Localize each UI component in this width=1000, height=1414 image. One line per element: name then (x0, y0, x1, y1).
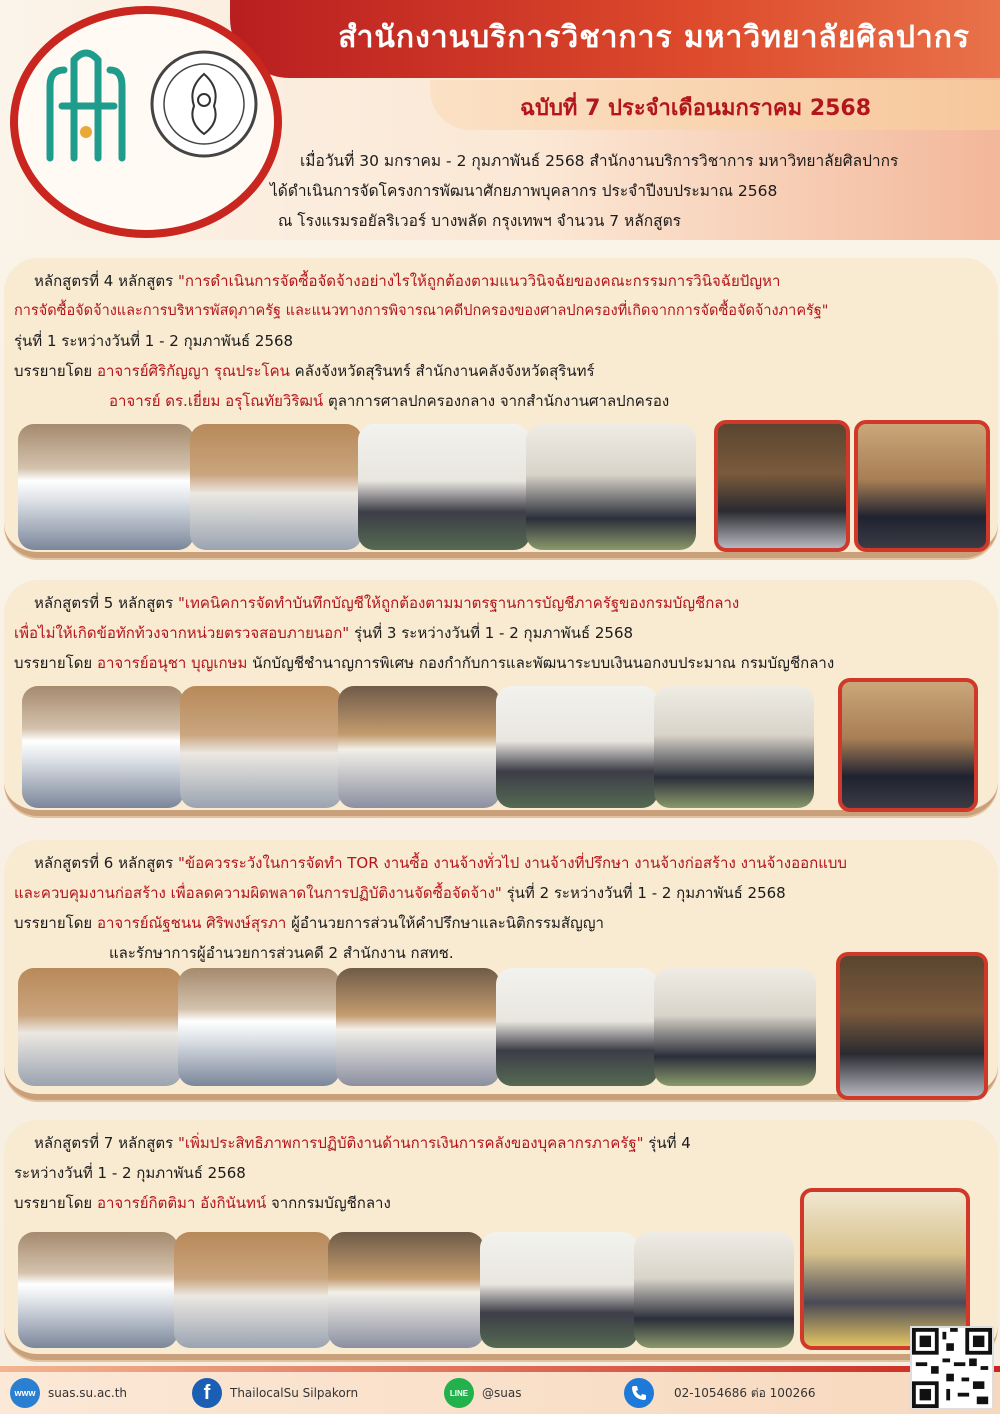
course-session: รุ่นที่ 3 ระหว่างวันที่ 1 - 2 กุมภาพันธ์ 2568 (349, 624, 634, 642)
course-title-line (14, 588, 994, 618)
line-link[interactable] (444, 1378, 521, 1408)
line-icon: LINE (444, 1378, 474, 1408)
lecturer-detail-cont: และรักษาการผู้อำนวยการส่วนคดี 2 สำนักงาน กสทช. (109, 944, 454, 962)
event-photo (338, 686, 500, 808)
facebook-link[interactable] (192, 1378, 358, 1408)
course-lead: หลักสูตรที่ 7 หลักสูตร (34, 1134, 178, 1152)
course-panel-6 (4, 840, 998, 1100)
event-photo (18, 968, 182, 1086)
event-photo (18, 1232, 178, 1348)
event-photo (18, 424, 194, 550)
course-title: "เทคนิคการจัดทำบันทึกบัญชีให้ถูกต้องตามมาตรฐานการบัญชีภาครัฐของกรมบัญชีกลาง (177, 594, 740, 612)
phone-icon (624, 1378, 654, 1408)
event-photo (496, 686, 658, 808)
facebook-icon: f (192, 1378, 222, 1408)
course-lead: หลักสูตรที่ 6 หลักสูตร (34, 854, 178, 872)
event-photo (328, 1232, 484, 1348)
course-panel-5 (4, 580, 998, 816)
intro-paragraph (270, 146, 995, 236)
university-seal-icon (148, 48, 260, 160)
org-title: สำนักงานบริการวิชาการ มหาวิทยาลัยศิลปากร (338, 20, 970, 55)
event-photo (654, 686, 814, 808)
course-title-cont: การจัดซื้อจัดจ้างและการบริหารพัสดุภาครัฐ และแนวทางการพิจารณาคดีปกครองของศาลปกครองที่เกิดจากการจัดซื้อจัดจ้างภาครัฐ" (14, 303, 829, 319)
intro-line: เมื่อวันที่ 30 มกราคม - 2 กุมภาพันธ์ 2568 สำนักงานบริการวิชาการ มหาวิทยาลัยศิลปากร (300, 152, 899, 170)
course-title: "การดำเนินการจัดซื้อจัดจ้างอย่างไรให้ถูกต้องตามแนววินิจฉัยของคณะกรรมการวินิจฉัยปัญหา (177, 272, 781, 290)
by-label: บรรยายโดย (14, 362, 97, 380)
course-title: เพื่อไม่ให้เกิดข้อทักท้วงจากหน่วยตรวจสอบภายนอก" (14, 624, 350, 642)
event-photo (178, 968, 340, 1086)
course-title: "ข้อควรระวังในการจัดทำ TOR งานซื้อ งานจ้างทั่วไป งานจ้างที่ปรึกษา งานจ้างก่อสร้าง งานจ้างออกแบบ (177, 854, 847, 872)
lecturer-line (14, 648, 994, 678)
qr-code-icon[interactable] (910, 1326, 994, 1410)
event-photo (174, 1232, 332, 1348)
course-panel-7 (4, 1120, 998, 1360)
lecturer-detail: ตุลาการศาลปกครองกลาง จากสำนักงานศาลปกครอง (323, 392, 670, 410)
speaker-photo (714, 420, 850, 552)
lecturer-line (14, 908, 994, 938)
event-photo (336, 968, 500, 1086)
website-text: suas.su.ac.th (48, 1386, 128, 1400)
course-title: และควบคุมงานก่อสร้าง เพื่อลดความผิดพลาดในการปฏิบัติงานจัดซื้อจัดจ้าง" (14, 884, 502, 902)
globe-icon: www (10, 1378, 40, 1408)
facebook-text: ThailocalSu Silpakorn (230, 1386, 359, 1400)
issue-label: ฉบับที่ 7 ประจำเดือนมกราคม 2568 (520, 96, 872, 121)
lecturer-name: อาจารย์ศิริกัญญา รุณประโคน (97, 362, 290, 380)
event-photo (654, 968, 816, 1086)
intro-line: ณ โรงแรมรอยัลริเวอร์ บางพลัด กรุงเทพฯ จำนวน 7 หลักสูตร (278, 212, 681, 230)
course-panel-4 (4, 258, 998, 558)
event-photo (22, 686, 184, 808)
lecturer-line (14, 356, 994, 386)
event-photo (180, 686, 342, 808)
event-photo (480, 1232, 638, 1348)
course-title-cont (14, 878, 994, 908)
by-label: บรรยายโดย (14, 914, 97, 932)
suas-logo-mark (40, 46, 136, 164)
course-title-line (14, 1128, 994, 1158)
lecturer-name: อาจารย์ณัฐชนน ศิริพงษ์สุรภา (97, 914, 287, 932)
speaker-photo (854, 420, 990, 552)
course-title-cont (14, 618, 994, 648)
course-title-line (14, 266, 994, 296)
website-link[interactable] (10, 1378, 127, 1408)
course-lead: หลักสูตรที่ 5 หลักสูตร (34, 594, 178, 612)
event-photo (358, 424, 530, 550)
by-label: บรรยายโดย (14, 1194, 97, 1212)
lecturer-detail: จากกรมบัญชีกลาง (266, 1194, 391, 1212)
speaker-photo (836, 952, 988, 1100)
course-session: ระหว่างวันที่ 1 - 2 กุมภาพันธ์ 2568 (14, 1164, 246, 1182)
footer-accent (0, 1366, 1000, 1372)
event-photo (526, 424, 696, 550)
lecturer-name: อาจารย์ ดร.เยี่ยม อรุโณทัยวิริฒน์ (109, 392, 324, 410)
event-photo (634, 1232, 794, 1348)
event-photo (190, 424, 362, 550)
lecturer-name: อาจารย์กิตติมา อังกินันทน์ (97, 1194, 267, 1212)
course-session: รุ่นที่ 2 ระหว่างวันที่ 1 - 2 กุมภาพันธ์ 2568 (501, 884, 786, 902)
course-title: "เพิ่มประสิทธิภาพการปฏิบัติงานด้านการเงินการคลังของบุคลากรภาครัฐ" (177, 1134, 644, 1152)
course-title-line (14, 848, 994, 878)
lecturer-line (14, 386, 994, 416)
line-text: @suas (482, 1386, 522, 1400)
lecturer-detail: คลังจังหวัดสุรินทร์ สำนักงานคลังจังหวัดสุรินทร์ (289, 362, 595, 380)
course-session: รุ่นที่ 4 (643, 1134, 691, 1152)
lecturer-detail: ผู้อำนวยการส่วนให้คำปรึกษาและนิติกรรมสัญญา (286, 914, 604, 932)
speaker-photo (838, 678, 978, 812)
lecturer-name: อาจารย์อนุชา บุญเกษม (97, 654, 248, 672)
by-label: บรรยายโดย (14, 654, 97, 672)
course-session: รุ่นที่ 1 ระหว่างวันที่ 1 - 2 กุมภาพันธ์ 2568 (14, 332, 294, 350)
phone-text: 02-1054686 ต่อ 100266 (674, 1385, 816, 1400)
lecturer-detail: นักบัญชีชำนาญการพิเศษ กองกำกับการและพัฒนาระบบเงินนอกงบประมาณ กรมบัญชีกลาง (247, 654, 835, 672)
intro-line: ได้ดำเนินการจัดโครงการพัฒนาศักยภาพบุคลากร ประจำปีงบประมาณ 2568 (270, 182, 778, 200)
event-photo (496, 968, 658, 1086)
course-lead: หลักสูตรที่ 4 หลักสูตร (34, 272, 178, 290)
phone-link[interactable] (624, 1378, 815, 1408)
